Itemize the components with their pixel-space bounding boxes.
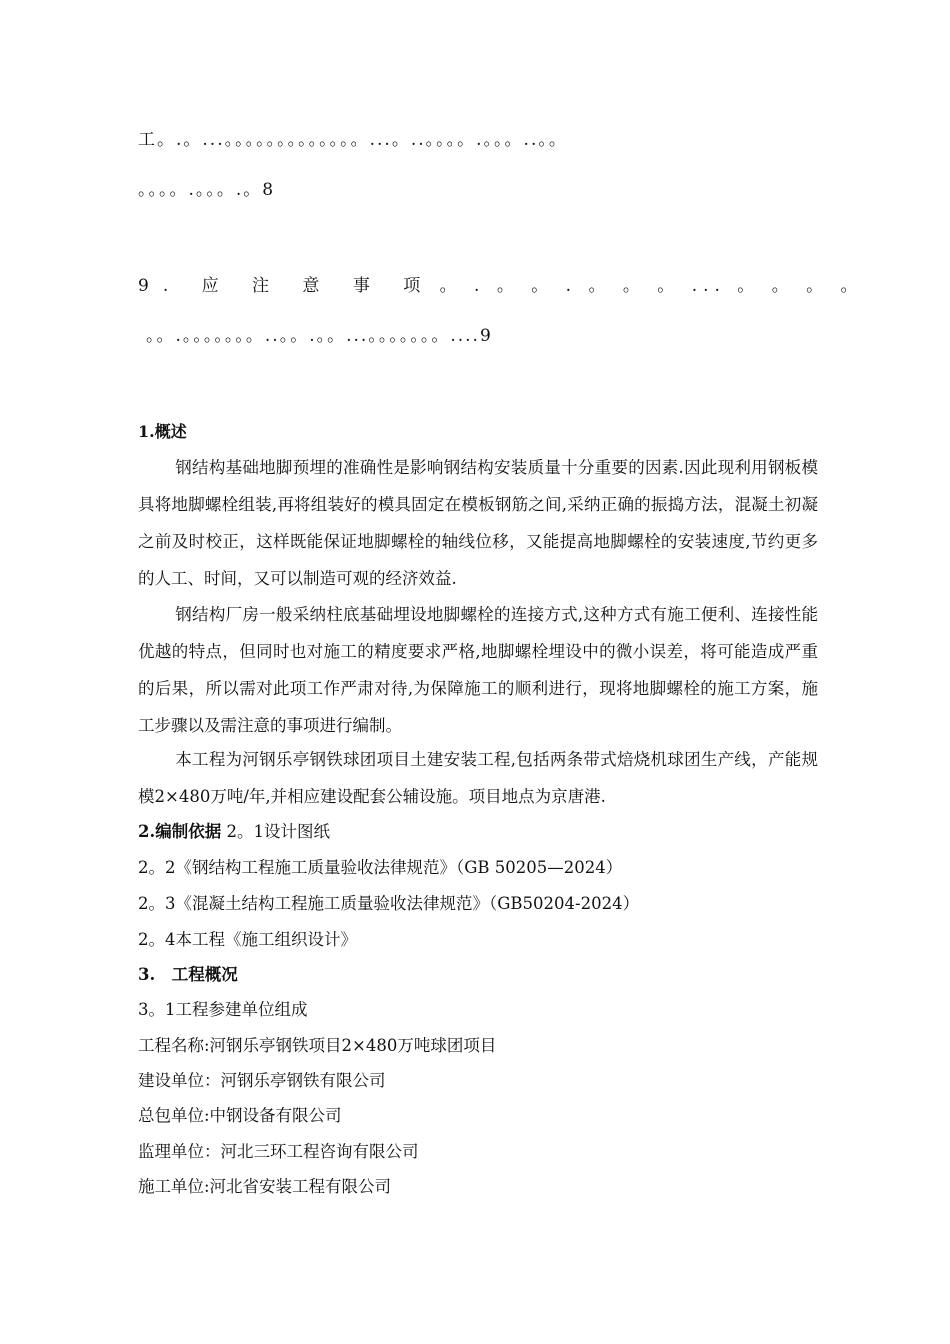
toc-item-9-leader: 。 . 。 。 . 。 。 。 ... 。 。 。 。 [439, 276, 864, 296]
toc-line-page-8: 。。。。.。。。.。8 [138, 180, 276, 200]
section-2-item-1: 2。1设计图纸 [226, 822, 330, 841]
section-2-item-2: 2。2《钢结构工程施工质量验收法律规范》（GB 50205—2024） [138, 858, 623, 877]
section-1-heading: 1.概述 [138, 422, 187, 441]
builder-unit: 建设单位：河钢乐亭钢铁有限公司 [138, 1071, 386, 1090]
section-1-paragraph-2: 钢结构厂房一般采纳柱底基础埋设地脚螺栓的连接方式,这种方式有施工便利、连接性能优越的特点，但同时也对施工的精度要求严格,地脚螺栓埋设中的微小误差，将可能造成严重的后果，所以需对此项工作严肃对待,为保障施工的顺利进行，现将地脚螺栓的施工方案，施工步骤以及需注意的事项进行编制。 [138, 605, 818, 735]
toc-item-9-title: 9. 应 注 意 事 项 [138, 276, 435, 296]
section-2-item-3: 2。3《混凝土结构工程施工质量验收法律规范》（GB50204-2024） [138, 894, 640, 913]
toc-line-page-9: 。。.。。。。。。。..。。.。。...。。。。。。。....9 [146, 326, 493, 346]
general-contractor-unit: 总包单位:中钢设备有限公司 [138, 1106, 342, 1125]
construction-unit: 施工单位:河北省安装工程有限公司 [138, 1177, 392, 1196]
project-name: 工程名称:河钢乐亭钢铁项目2×480万吨球团项目 [138, 1036, 497, 1055]
section-2-heading: 2.编制依据 [138, 822, 222, 841]
section-2-heading-line [138, 821, 818, 843]
supervisor-unit: 监理单位：河北三环工程咨询有限公司 [138, 1142, 419, 1161]
section-1-paragraph-1: 钢结构基础地脚预埋的准确性是影响钢结构安装质量十分重要的因素.因此现利用钢板模具将地脚螺栓组装,再将组装好的模具固定在模板钢筋之间,采纳正确的振捣方法，混凝土初凝之前及时校正，这样既能保证地脚螺栓的轴线位移，又能提高地脚螺栓的安装速度,节约更多的人工、时间，又可以制造可观的经济效益. [138, 458, 818, 588]
section-1-paragraph-3: 本工程为河钢乐亭钢铁球团项目土建安装工程,包括两条带式焙烧机球团生产线，产能规模2×480万吨/年,并相应建设配套公辅设施。项目地点为京唐港. [138, 750, 818, 806]
toc-line-continuation: 工。.。...。。。。。。。。。。。。。...。..。。。。.。。。..。。 [138, 130, 568, 150]
section-3-heading: 3. 工程概况 [138, 965, 238, 984]
section-2-item-4: 2。4本工程《施工组织设计》 [138, 930, 357, 949]
toc-item-9 [138, 274, 864, 298]
section-3-sub-1: 3。1工程参建单位组成 [138, 1000, 308, 1019]
